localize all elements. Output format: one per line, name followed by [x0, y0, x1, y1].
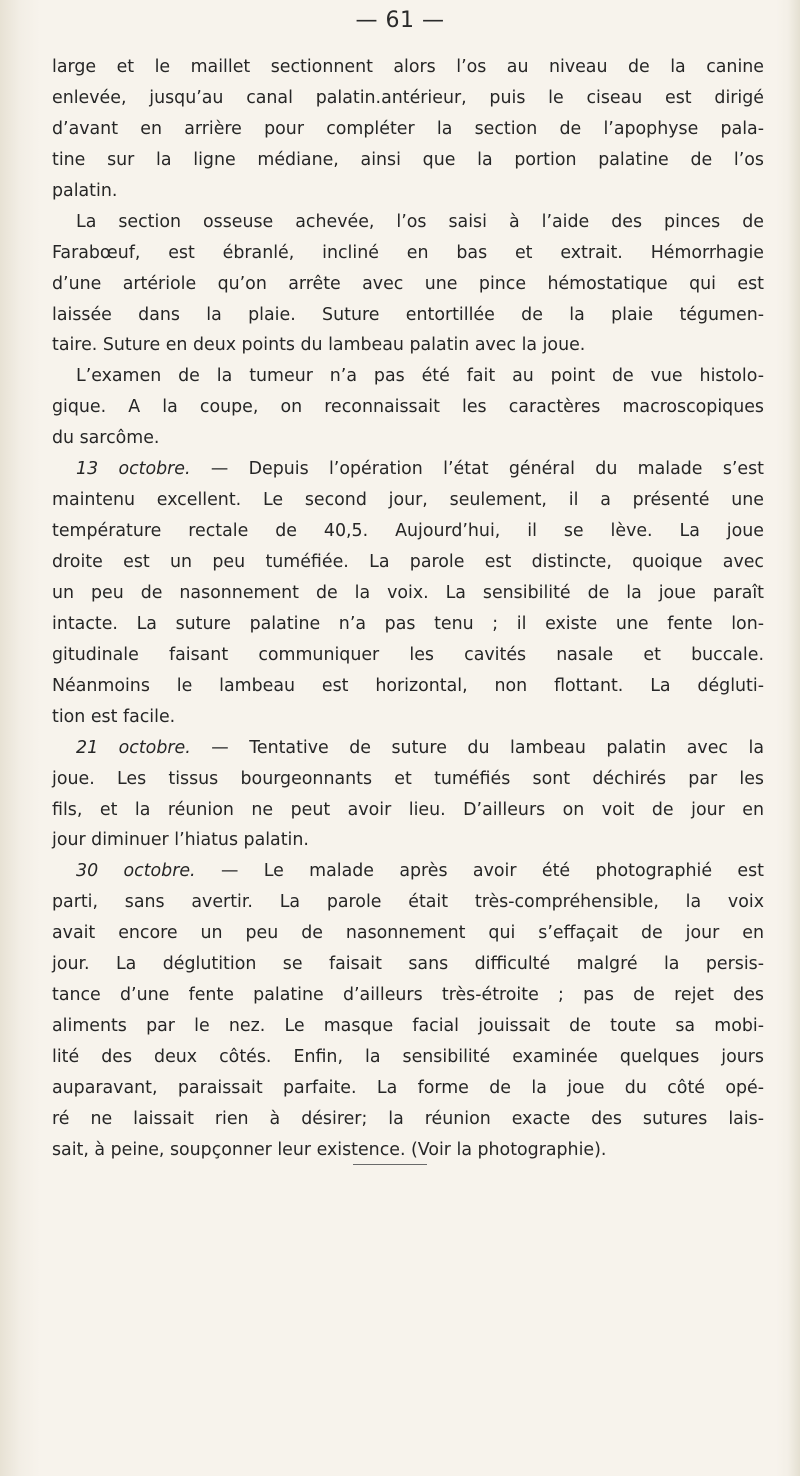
line-text: — Depuis l’opération l’état général du malade s’est — [190, 459, 764, 480]
line-text: palatin. — [52, 180, 118, 201]
line-text: parti, sans avertir. La parole était très-compréhensible, la voix — [52, 892, 764, 913]
line-text: un peu de nasonnement de la voix. La sensibilité de la joue paraît — [52, 582, 764, 603]
line-text: — Le malade après avoir été photographié est — [195, 861, 764, 882]
text-line — [52, 52, 764, 83]
text-line — [52, 300, 764, 331]
line-text: auparavant, paraissait parfaite. La forme de la joue du côté opé- — [52, 1077, 764, 1098]
text-line — [52, 176, 764, 207]
line-text: maintenu excellent. Le second jour, seulement, il a présenté une — [52, 490, 764, 511]
text-line — [52, 795, 764, 826]
entry-date: 13 octobre. — [76, 459, 191, 480]
text-line — [52, 547, 764, 578]
line-text: d’avant en arrière pour compléter la section de l’apophyse pala- — [52, 118, 764, 139]
line-text: jour. La déglutition se faisait sans difficulté malgré la persis- — [52, 954, 764, 975]
text-line — [52, 516, 764, 547]
line-text: joue. Les tissus bourgeonnants et tuméfiés sont déchirés par les — [52, 768, 764, 789]
line-text: lité des deux côtés. Enfin, la sensibilité examinée quelques jours — [52, 1047, 764, 1067]
text-line — [52, 361, 764, 392]
text-line — [52, 609, 764, 640]
text-line — [52, 1011, 764, 1042]
line-text: enlevée, jusqu’au canal palatin.antérieur, puis le ciseau est dirigé — [52, 87, 764, 108]
line-text: intacte. La suture palatine n’a pas tenu ; il existe une fente lon- — [52, 613, 764, 634]
line-text: Néanmoins le lambeau est horizontal, non flottant. La dégluti- — [52, 675, 764, 696]
line-text: — Tentative de suture du lambeau palatin avec la — [190, 737, 765, 758]
text-line — [52, 640, 764, 671]
end-rule — [353, 1164, 427, 1165]
text-line — [52, 207, 764, 238]
page-number: — 61 — — [355, 8, 445, 33]
line-text: jour diminuer l’hiatus palatin. — [52, 830, 309, 851]
text-line — [52, 485, 764, 516]
entry-date: 21 octobre. — [76, 737, 191, 758]
text-line — [52, 702, 764, 733]
text-line — [52, 83, 764, 114]
text-line — [52, 145, 764, 176]
line-text: La section osseuse achevée, l’os saisi à l’aide des pinces de — [76, 211, 764, 232]
entry-date: 30 octobre. — [76, 861, 196, 882]
line-text: ré ne laissait rien à désirer; la réunion exacte des sutures lais- — [52, 1108, 764, 1129]
text-line — [52, 764, 764, 795]
text-line — [52, 671, 764, 702]
body-text — [52, 52, 764, 1166]
line-text: taire. Suture en deux points du lambeau palatin avec la joue. — [52, 335, 586, 356]
line-text: d’une artériole qu’on arrête avec une pince hémostatique qui est — [52, 273, 764, 294]
line-text: sait, à peine, soupçonner leur existence. (Voir la photographie). — [52, 1139, 607, 1160]
text-line — [52, 1135, 764, 1166]
line-text: gitudinale faisant communiquer les cavités nasale et buccale. — [52, 644, 764, 665]
line-text: tance d’une fente palatine d’ailleurs très-étroite ; pas de rejet des — [52, 985, 764, 1006]
text-line — [52, 114, 764, 145]
line-text: température rectale de 40,5. Aujourd’hui, il se lève. La joue — [52, 521, 764, 542]
text-line — [52, 733, 764, 764]
line-text: laissée dans la plaie. Suture entortillée de la plaie tégumen- — [52, 304, 764, 325]
text-line — [52, 918, 764, 949]
text-line — [52, 238, 764, 269]
text-line — [52, 330, 764, 361]
text-line — [52, 825, 764, 856]
line-text: L’examen de la tumeur n’a pas été fait au point de vue histolo- — [76, 366, 764, 387]
line-text: droite est un peu tuméfiée. La parole est distincte, quoique avec — [52, 552, 764, 572]
line-text: avait encore un peu de nasonnement qui s’effaçait de jour en — [52, 923, 764, 944]
text-line — [52, 578, 764, 609]
line-text: tion est facile. — [52, 706, 176, 727]
line-text: large et le maillet sectionnent alors l’os au niveau de la canine — [52, 57, 764, 77]
line-text: tine sur la ligne médiane, ainsi que la portion palatine de l’os — [52, 149, 764, 170]
text-line — [52, 1042, 764, 1073]
line-text: gique. A la coupe, on reconnaissait les caractères macroscopiques — [52, 397, 764, 418]
text-line — [52, 269, 764, 300]
text-line — [52, 949, 764, 980]
line-text: Farabœuf, est ébranlé, incliné en bas et extrait. Hémorrhagie — [52, 242, 764, 263]
text-line — [52, 1073, 764, 1104]
text-line — [52, 887, 764, 918]
line-text: aliments par le nez. Le masque facial jouissait de toute sa mobi- — [52, 1016, 764, 1037]
text-line — [52, 392, 764, 423]
line-text: fils, et la réunion ne peut avoir lieu. D’ailleurs on voit de jour en — [52, 799, 764, 820]
text-line — [52, 856, 764, 887]
text-line — [52, 980, 764, 1011]
text-line — [52, 454, 764, 485]
text-line — [52, 1104, 764, 1135]
text-line — [52, 423, 764, 454]
line-text: du sarcôme. — [52, 428, 160, 449]
